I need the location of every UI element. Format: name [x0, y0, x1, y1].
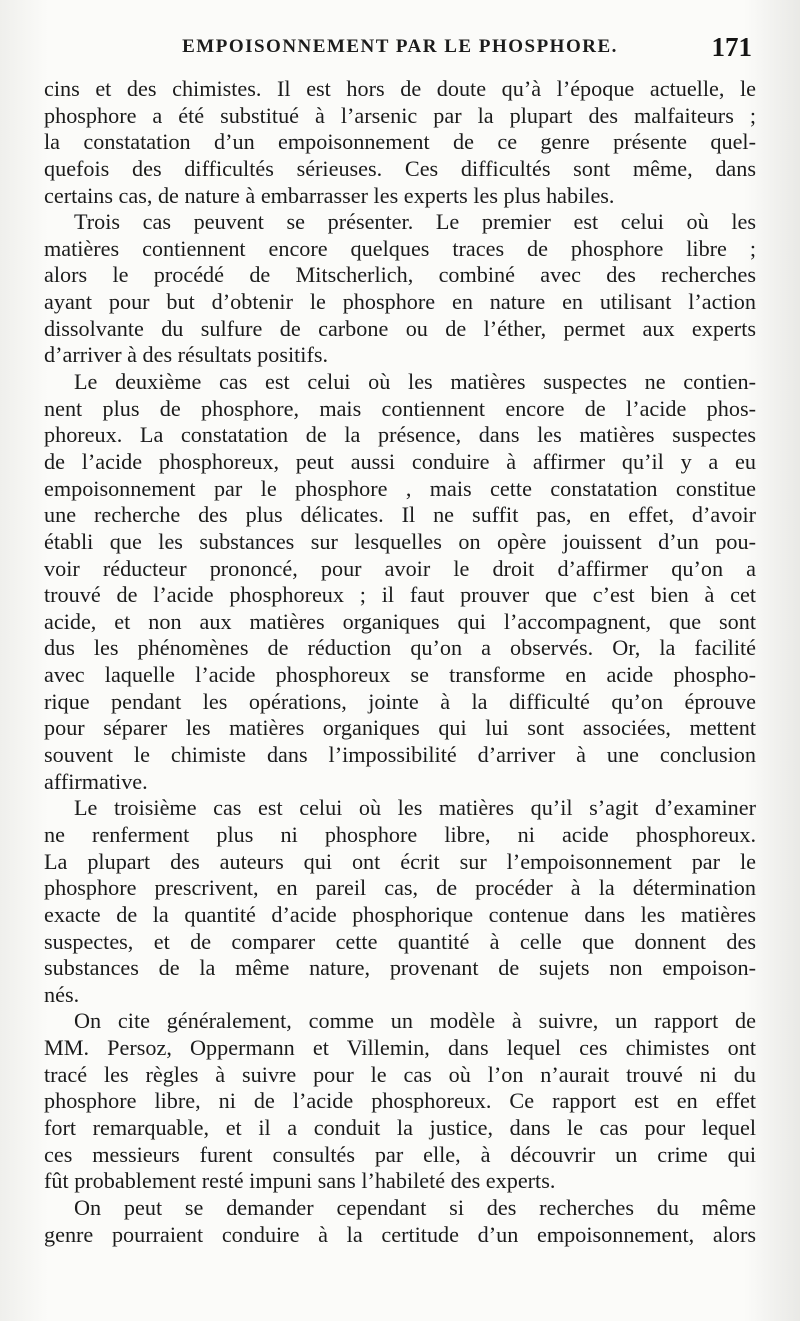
text-line: matières contiennent encore quelques traces de phosphore libre ;: [44, 235, 756, 261]
running-title: EMPOISONNEMENT PAR LE PHOSPHORE.: [182, 36, 618, 57]
page-header: [40, 32, 760, 68]
text-line: ne renferment plus ni phosphore libre, ni acide phosphoreux.: [44, 821, 756, 847]
text-line: pour séparer les matières organiques qui lui sont associées, mettent: [44, 715, 756, 741]
text-line: établi que les substances sur lesquelles on opère jouissent d’un pou-: [44, 528, 756, 554]
text-line: Le deuxième cas est celui où les matières suspectes ne contien-: [74, 369, 756, 395]
text-line: voir réducteur prononcé, pour avoir le droit d’affirmer qu’on a: [44, 555, 756, 581]
text-line: alors le procédé de Mitscherlich, combiné avec des recherches: [44, 262, 756, 288]
text-line: acide, et non aux matières organiques qui l’accompagnent, que sont: [44, 608, 756, 634]
text-line: nent plus de phosphore, mais contiennent encore de l’acide phos-: [44, 395, 756, 421]
text-line: trouvé de l’acide phosphoreux ; il faut prouver que c’est bien à cet: [44, 582, 756, 608]
paragraph: [44, 1195, 756, 1248]
paragraph: [44, 795, 756, 1008]
text-line: ces messieurs furent consultés par elle, à découvrir un crime qui: [44, 1141, 756, 1167]
text-line: cins et des chimistes. Il est hors de doute qu’à l’époque actuelle, le: [44, 76, 756, 101]
text-line: La plupart des auteurs qui ont écrit sur l’empoisonnement par le: [44, 848, 756, 874]
text-line: souvent le chimiste dans l’impossibilité d’arriver à une conclusion: [44, 742, 756, 768]
text-line: phoreux. La constatation de la présence, dans les matières suspectes: [44, 422, 756, 448]
text-line: quefois des difficultés sérieuses. Ces difficultés sont même, dans: [44, 155, 756, 181]
text-line: la constatation d’un empoisonnement de ce genre présente quel-: [44, 129, 756, 155]
page-number: 171: [711, 32, 752, 62]
text-line: genre pourraient conduire à la certitude d’un empoisonnement, alors: [44, 1221, 756, 1247]
text-line: tracé les règles à suivre pour le cas où l’on n’aurait trouvé ni du: [44, 1061, 756, 1087]
text-line: substances de la même nature, provenant de sujets non empoison-: [44, 955, 756, 981]
text-line: phosphore a été substitué à l’arsenic par la plupart des malfaiteurs ;: [44, 102, 756, 128]
text-line: On peut se demander cependant si des recherches du même: [74, 1194, 756, 1220]
text-line: affirmative.: [44, 768, 148, 794]
text-line: fût probablement resté impuni sans l’habileté des experts.: [44, 1168, 556, 1194]
text-line: ayant pour but d’obtenir le phosphore en nature en utilisant l’action: [44, 289, 756, 315]
text-line: exacte de la quantité d’acide phosphorique contenue dans les matières: [44, 901, 756, 927]
paragraph: [44, 369, 756, 795]
text-line: nés.: [44, 981, 80, 1007]
paragraph: [44, 1008, 756, 1194]
text-line: une recherche des plus délicates. Il ne suffit pas, en effet, d’avoir: [44, 502, 756, 528]
text-line: rique pendant les opérations, jointe à la difficulté qu’on éprouve: [44, 688, 756, 714]
text-line: Le troisième cas est celui où les matières qu’il s’agit d’examiner: [74, 795, 756, 821]
text-line: certains cas, de nature à embarrasser les experts les plus habiles.: [44, 182, 615, 208]
text-line: empoisonnement par le phosphore , mais cette constatation constitue: [44, 475, 756, 501]
text-line: dissolvante du sulfure de carbone ou de l’éther, permet aux experts: [44, 315, 756, 341]
text-line: fort remarquable, et il a conduit la justice, dans le cas pour lequel: [44, 1114, 756, 1140]
text-line: de l’acide phosphoreux, peut aussi conduire à affirmer qu’il y a eu: [44, 448, 756, 474]
text-line: dus les phénomènes de réduction qu’on a observés. Or, la facilité: [44, 635, 756, 661]
text-line: phosphore prescrivent, en pareil cas, de procéder à la détermination: [44, 875, 756, 901]
paragraph: [44, 76, 756, 209]
text-line: suspectes, et de comparer cette quantité à celle que donnent des: [44, 928, 756, 954]
text-line: MM. Persoz, Oppermann et Villemin, dans lequel ces chimistes ont: [44, 1035, 756, 1061]
text-line: avec laquelle l’acide phosphoreux se transforme en acide phospho-: [44, 662, 756, 688]
body-text: [44, 76, 756, 1248]
text-line: phosphore libre, ni de l’acide phosphoreux. Ce rapport est en effet: [44, 1088, 756, 1114]
text-line: On cite généralement, comme un modèle à suivre, un rapport de: [74, 1008, 756, 1034]
text-line: d’arriver à des résultats positifs.: [44, 342, 329, 368]
paragraph: [44, 209, 756, 369]
text-line: Trois cas peuvent se présenter. Le premier est celui où les: [74, 209, 756, 235]
